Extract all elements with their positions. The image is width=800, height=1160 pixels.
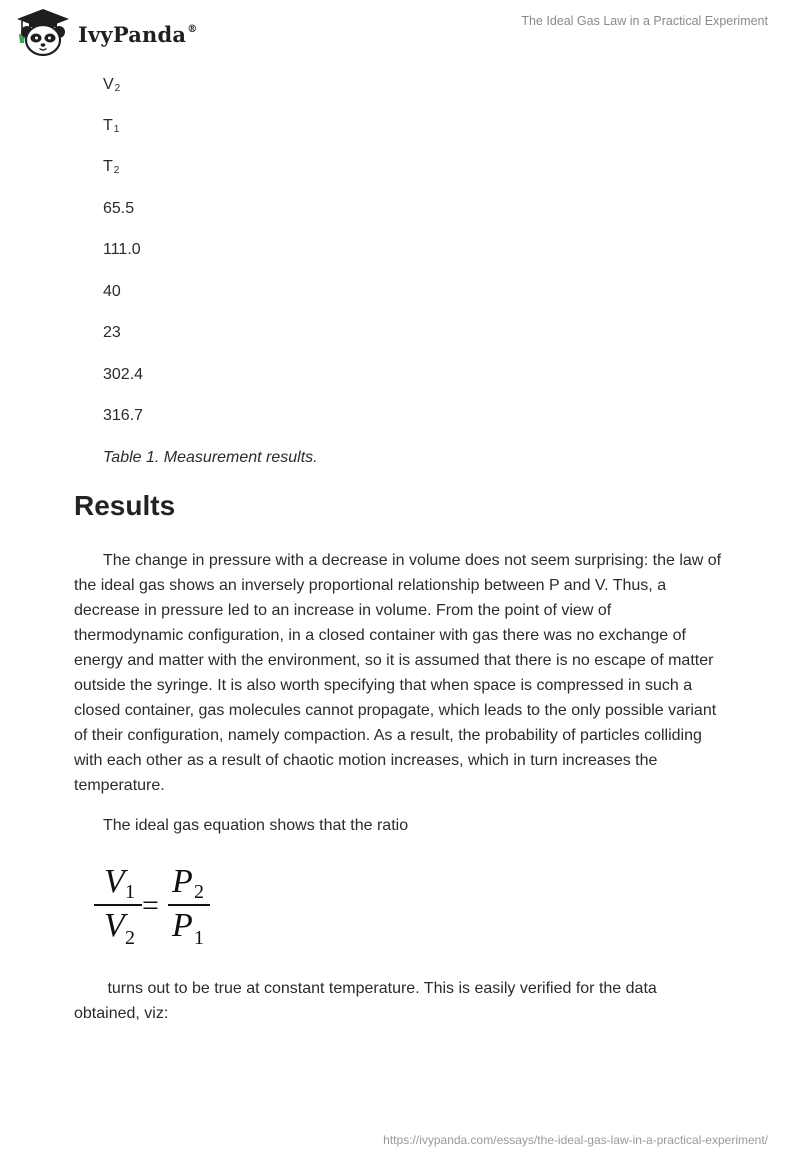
formula-lhs-numerator-sub: 1 xyxy=(125,881,135,903)
registered-mark: ® xyxy=(187,23,198,35)
source-url[interactable]: https://ivypanda.com/essays/the-ideal-gas-law-in-a-practical-experiment/ xyxy=(383,1133,768,1147)
table-cell: $V_2$ xyxy=(103,76,121,94)
table-cell: 302.4 xyxy=(103,366,144,383)
formula-rhs-denominator: P xyxy=(172,907,193,944)
formula-rhs-numerator-sub: 2 xyxy=(194,881,204,903)
ratio-formula xyxy=(92,858,222,950)
table-cell: 316.7 xyxy=(103,407,144,424)
table-cell: 40 xyxy=(103,283,121,300)
table-cell: 111.0 xyxy=(103,241,141,258)
document-title: The Ideal Gas Law in a Practical Experiment xyxy=(521,14,768,28)
section-heading-results: Results xyxy=(74,490,176,521)
results-paragraph-2: The ideal gas equation shows that the ratio xyxy=(103,817,409,834)
page-header xyxy=(0,0,800,66)
table-cell: 23 xyxy=(103,324,121,341)
formula-equals: = xyxy=(142,889,159,922)
ivypanda-logo[interactable] xyxy=(14,8,197,58)
table-cell: 65.5 xyxy=(103,200,135,217)
formula-lhs-numerator: V xyxy=(104,863,125,900)
table-cell: $T_1$ xyxy=(103,117,120,135)
brand-name: IvyPanda® xyxy=(78,21,198,47)
table-caption: Table 1. Measurement results. xyxy=(103,449,318,466)
formula-lhs-denominator-sub: 2 xyxy=(125,927,135,949)
panda-graduate-icon xyxy=(14,8,72,58)
results-paragraph-1: The change in pressure with a decrease in volume does not seem surprising: the law of the ideal gas shows an inversely proportional relationship between P and V. Thus, a decrease in pressure led to an increase in volume. From the point of view of thermodynamic configuration, in a closed container with gas there was no exchange of energy and matter with the environment, so it is assumed that there is no escape of matter outside the syringe. It is also worth specifying that when space is compressed in such a closed container, gas molecules cannot propagate, which leads to the only possible variant of their configuration, namely compaction. As a result, the probability of particles colliding with each other as a result of chaotic motion increases, which in turn increases the temperature. xyxy=(74,552,722,794)
formula-rhs-denominator-sub: 1 xyxy=(194,927,204,949)
results-paragraph-3: turns out to be true at constant temperature. This is easily verified for the data obtained, viz: xyxy=(74,980,657,1022)
formula-rhs-numerator: P xyxy=(172,863,193,900)
formula-lhs-denominator: V xyxy=(104,907,125,944)
table-cell: $T_2$ xyxy=(103,158,120,176)
